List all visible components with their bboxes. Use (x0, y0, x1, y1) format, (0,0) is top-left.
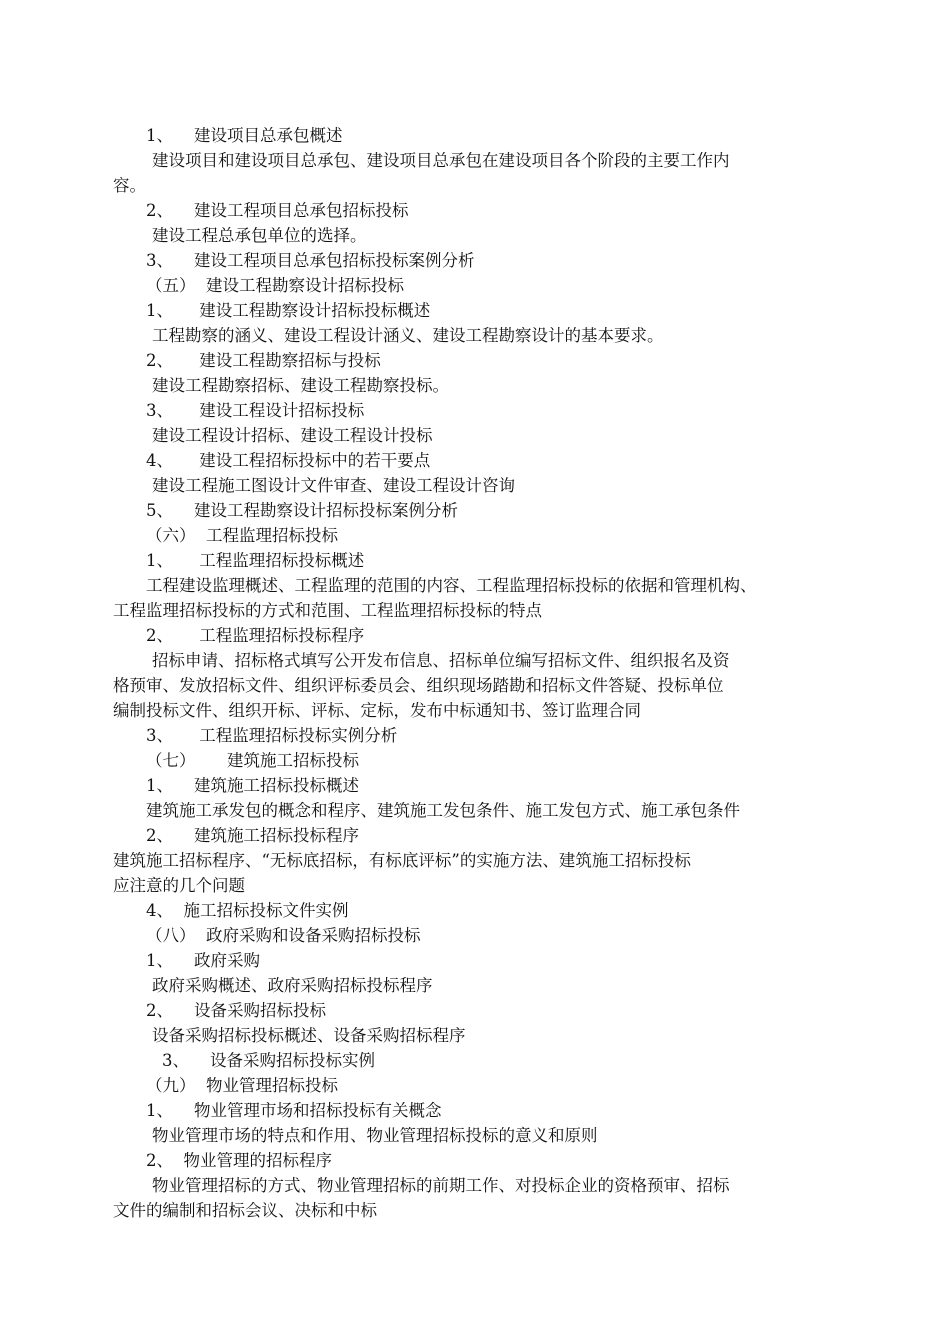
paragraph-line: 格预审、发放招标文件、组织评标委员会、组织现场踏勘和招标文件答疑、投标单位 (113, 676, 724, 695)
paragraph-line: 建设工程设计招标、建设工程设计投标 (152, 426, 433, 445)
paragraph-line: 建设工程勘察招标、建设工程勘察投标。 (152, 376, 449, 395)
subheading: 3、 工程监理招标投标实例分析 (146, 726, 398, 745)
heading-3-general-contracting-case: 3、 建设工程项目总承包招标投标案例分析 (146, 251, 475, 270)
section-heading-6: （六） 工程监理招标投标 (146, 526, 338, 545)
subheading: 3、 设备采购招标投标实例 (162, 1051, 375, 1070)
paragraph-line: 建筑施工招标程序、“无标底招标，有标底评标”的实施方法、建筑施工招标投标 (113, 851, 691, 870)
subheading: 1、 工程监理招标投标概述 (146, 551, 365, 570)
paragraph-line: 应注意的几个问题 (113, 876, 245, 895)
subheading: 2、 设备采购招标投标 (146, 1001, 326, 1020)
heading-1-general-contracting-overview: 1、 建设项目总承包概述 (146, 126, 343, 145)
subheading: 1、 建设工程勘察设计招标投标概述 (146, 301, 431, 320)
paragraph-line: 容。 (113, 176, 146, 195)
paragraph-line: 编制投标文件、组织开标、评标、定标，发布中标通知书、签订监理合同 (113, 701, 641, 720)
section-heading-9: （九） 物业管理招标投标 (146, 1076, 338, 1095)
paragraph-line: 政府采购概述、政府采购招标投标程序 (152, 976, 433, 995)
paragraph-line: 工程监理招标投标的方式和范围、工程监理招标投标的特点 (113, 601, 542, 620)
heading-2-general-contracting-bidding: 2、 建设工程项目总承包招标投标 (146, 201, 409, 220)
paragraph-line: 文件的编制和招标会议、决标和中标 (113, 1201, 377, 1220)
subheading: 2、 建设工程勘察招标与投标 (146, 351, 381, 370)
subheading: 5、 建设工程勘察设计招标投标案例分析 (146, 501, 458, 520)
subheading: 1、 物业管理市场和招标投标有关概念 (146, 1101, 442, 1120)
subheading: 1、 政府采购 (146, 951, 260, 970)
paragraph-line: 物业管理招标的方式、物业管理招标的前期工作、对投标企业的资格预审、招标 (152, 1176, 730, 1195)
paragraph-line: 物业管理市场的特点和作用、物业管理招标投标的意义和原则 (152, 1126, 598, 1145)
paragraph-line: 建筑施工承发包的概念和程序、建筑施工发包条件、施工发包方式、施工承包条件 (146, 801, 740, 820)
subheading: 4、 建设工程招标投标中的若干要点 (146, 451, 431, 470)
paragraph-line: 招标申请、招标格式填写公开发布信息、招标单位编写招标文件、组织报名及资 (152, 651, 730, 670)
paragraph-line: 工程建设监理概述、工程监理的范围的内容、工程监理招标投标的依据和管理机构、 (146, 576, 757, 595)
section-heading-7: （七） 建筑施工招标投标 (146, 751, 359, 770)
paragraph-line: 设备采购招标投标概述、设备采购招标程序 (152, 1026, 466, 1045)
paragraph-line: 建设项目和建设项目总承包、建设项目总承包在建设项目各个阶段的主要工作内 (152, 151, 730, 170)
subheading: 4、 施工招标投标文件实例 (146, 901, 349, 920)
subheading: 2、 工程监理招标投标程序 (146, 626, 365, 645)
paragraph-line: 工程勘察的涵义、建设工程设计涵义、建设工程勘察设计的基本要求。 (152, 326, 664, 345)
section-heading-8: （八） 政府采购和设备采购招标投标 (146, 926, 421, 945)
subheading: 1、 建筑施工招标投标概述 (146, 776, 359, 795)
subheading: 2、 物业管理的招标程序 (146, 1151, 332, 1170)
paragraph-line: 建设工程施工图设计文件审查、建设工程设计咨询 (152, 476, 515, 495)
subheading: 3、 建设工程设计招标投标 (146, 401, 365, 420)
section-heading-5: （五） 建设工程勘察设计招标投标 (146, 276, 404, 295)
subheading: 2、 建筑施工招标投标程序 (146, 826, 359, 845)
paragraph-line: 建设工程总承包单位的选择。 (152, 226, 367, 245)
